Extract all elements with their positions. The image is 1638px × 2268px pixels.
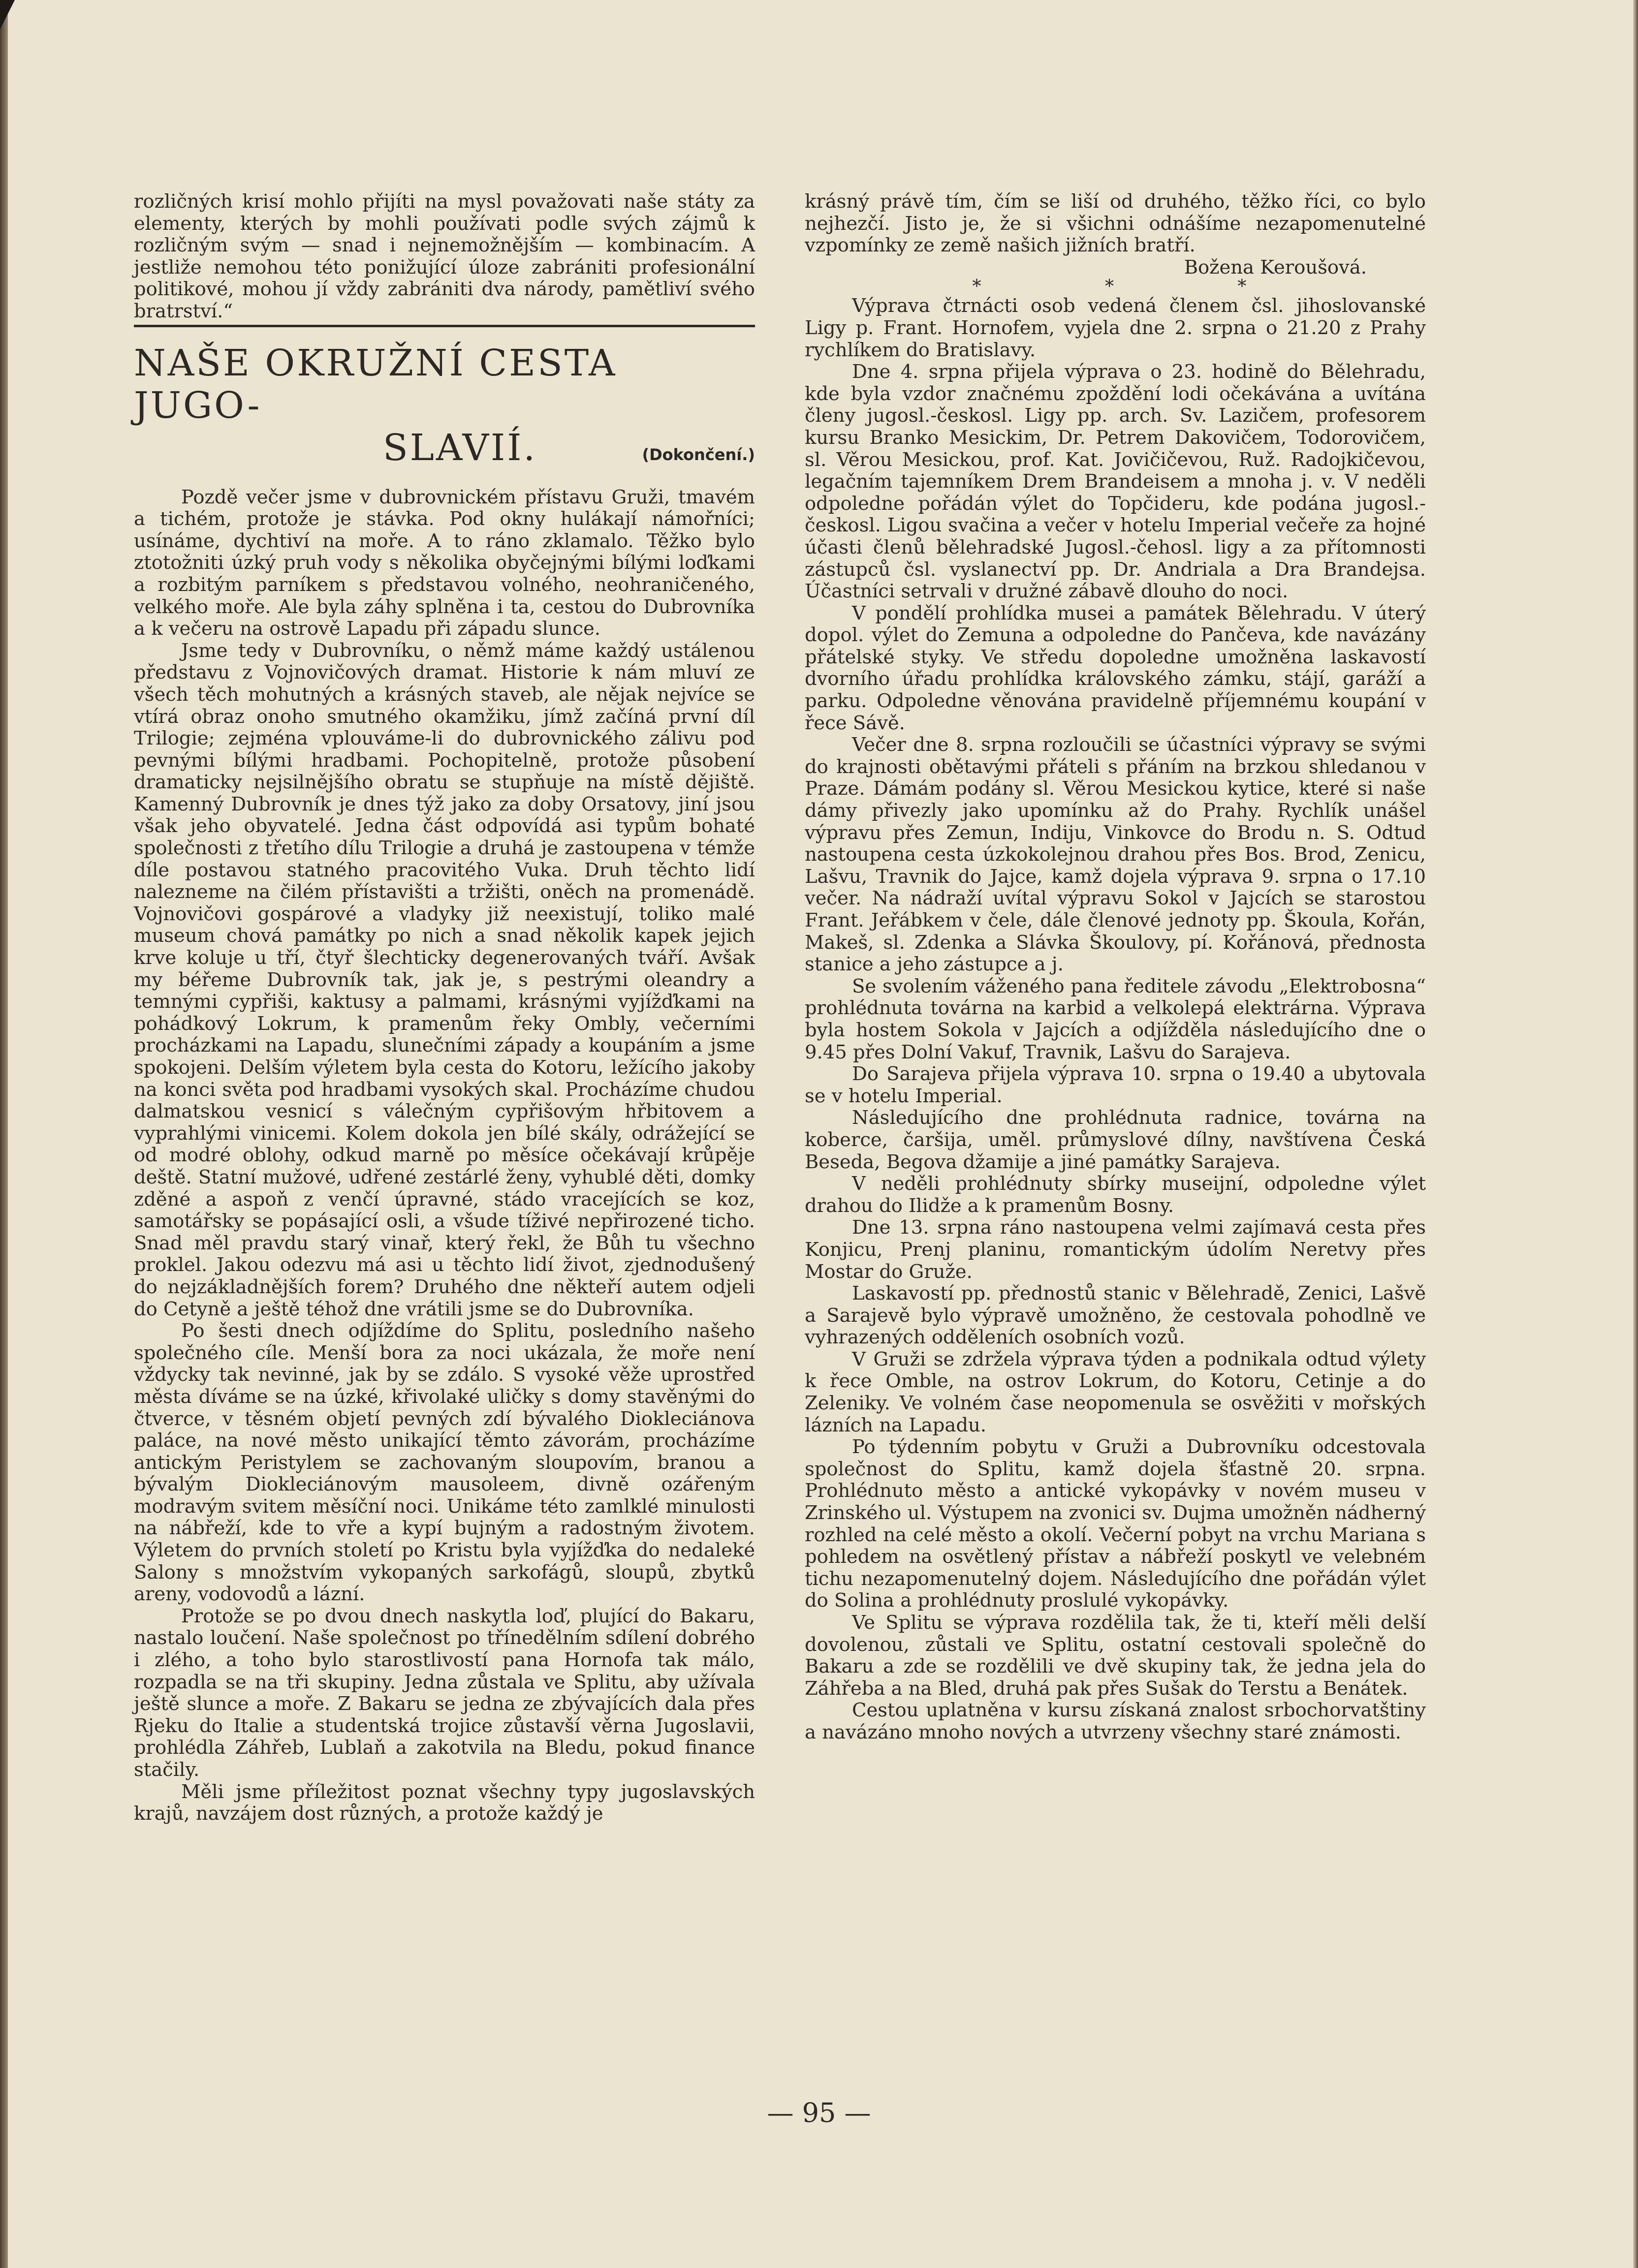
paragraph: V pondělí prohlídka musei a památek Bělehradu. V úterý dopol. výlet do Zemuna a odpoledne do Pančeva, kde navázány přátelské styky. Ve středu dopoledne umožněna laskavostí dvorního úřadu prohlídka královského zámku, stájí, garáží a parku. Odpoledne věnována pravidelně příjemnému koupání v řece Sávě. — [805, 602, 1426, 734]
paragraph: Do Sarajeva přijela výprava 10. srpna o 19.40 a ubytovala se v hotelu Imperial. — [805, 1063, 1426, 1107]
page-binding-edge — [0, 0, 8, 2268]
paragraph: Dne 4. srpna přijela výprava o 23. hodině do Bělehradu, kde byla vzdor značnému zpoždění lodi očekávána a uvítána členy jugosl.-českosl. Ligy pp. arch. Sv. Lazičem, profesorem kursu Branko Mesickim, Dr. Petrem Dakovičem, Todorovičem, sl. Věrou Mesickou, prof. Kat. Jovičičevou, Ruž. Radojkičevou, legačním tajemníkem Drem Brandeisem a mnoha j. v. V neděli odpoledne pořádán výlet do Topčideru, kde podána jugosl.-českosl. Ligou svačina a večer v hotelu Imperial večeře za hojné účasti členů bělehradské Jugosl.-čehosl. ligy a za přítomnosti zástupců čsl. vyslanectví pp. Dr. Andriala a Dra Brandejsa. Účastníci setrvali v družné zábavě dlouho do noci. — [805, 361, 1426, 603]
paragraph: Měli jsme příležitost poznat všechny typy jugoslavských krajů, navzájem dost různých, a protože každý je — [134, 1780, 755, 1825]
paragraph: Jsme tedy v Dubrovníku, o němž máme každý ustálenou představu z Vojnovičových dramat. Historie k nám mluví ze všech těch mohutných a krásných staveb, ale nějak nejvíce se vtírá obraz onoho smutného okamžiku, jímž začíná první díl Trilogie; zejména vplouváme-li do dubrovnického zálivu pod pevnými bílými hradbami. Pochopitelně, protože působení dramaticky nejsilnějšího obratu se stupňuje na místě dějiště. Kamenný Dubrovník je dnes týž jako za doby Orsatovy, jiní jsou však jeho obyvatelé. Jedna část odpovídá asi typům bohaté společnosti z třetího dílu Trilogie a druhá je zastoupena v témže díle postavou statného pracovitého Vuka. Druh těchto lidí nalezneme na čilém přístavišti a tržišti, oněch na promenádě. Vojnovičovi gospárové a vladyky již neexistují, toliko malé museum chová památky po nich a snad několik kapek jejich krve koluje u tří, čtyř šlechticky degenerovaných tváří. Avšak my béřeme Dubrovník tak, jak je, s pestrými oleandry a temnými cypřiši, kaktusy a palmami, krásnými vyjížďkami na pohádkový Lokrum, k pramenům řeky Ombly, večerními procházkami na Lapadu, slunečními západy a koupáním a jsme spokojeni. Delším výletem byla cesta do Kotoru, ležícího jakoby na konci světa pod hradbami vysokých skal. Procházíme chudou dalmatskou vesnicí s válečným cypřišovým hřbitovem a vyprahlými vinicemi. Kolem dokola jen bílé skály, odrážející se od modré oblohy, odkud marně po měsíce očekávají krůpěje deště. Statní mužové, udřené zestárlé ženy, vyhublé děti, domky zděné a aspoň z venčí úpravné, stádo vracejících se koz, samotářsky se popásající osli, a všude tíživé nepřirozené ticho. Snad měl pravdu starý vinař, který řekl, že Bůh tu všechno proklel. Jakou odezvu má asi u těchto lidí život, zjednodušený do nejzákladnějších forem? Druhého dne někteří autem odjeli do Cetyně a ještě téhož dne vrátili jsme se do Dubrovníka. — [134, 639, 755, 1320]
left-column — [134, 191, 755, 1825]
paragraph: Následujícího dne prohlédnuta radnice, továrna na koberce, čaršija, uměl. průmyslové dílny, navštívena Česká Beseda, Begova džamije a jiné památky Sarajeva. — [805, 1107, 1426, 1173]
article-heading: NAŠE OKRUŽNÍ CESTA JUGO- — [134, 342, 617, 427]
paragraph: Se svolením váženého pana ředitele závodu „Elektrobosna“ prohlédnuta továrna na karbid a velkolepá elektrárna. Výprava byla hostem Sokola v Jajcích a odjížděla následujícího dne o 9.45 přes Dolní Vakuf, Travnik, Lašvu do Sarajeva. — [805, 975, 1426, 1063]
page-number: — 95 — — [767, 2097, 871, 2128]
paragraph: Po šesti dnech odjíždíme do Splitu, posledního našeho společného cíle. Menší bora za noci ukázala, že moře není vždycky tak nevinné, jak by se zdálo. S vysoké věže uprostřed města díváme se na úzké, křivolaké uličky s domy stavěnými do čtverce, v těsném objetí pevných zdí bývalého Diokleciánova paláce, na nové město unikající těmto závorám, procházíme antickým Peristylem se zachovaným sloupovím, branou a bývalým Diokleciánovým mausoleem, divně ozářeným modravým svitem měsíční noci. Unikáme této zamlklé minulosti na nábřeží, kde to vře a kypí bujným a radostným životem. Výletem do prvních století po Kristu byla vyjížďka do nedaleké Salony s množstvím vykopaných sarkofágů, sloupů, zbytků areny, vodovodů a lázní. — [134, 1320, 755, 1606]
paragraph: Laskavostí pp. přednostů stanic v Bělehradě, Zenici, Lašvě a Sarajevě bylo výpravě umožněno, že cestovala pohodlně ve vyhrazených odděleních osobních vozů. — [805, 1282, 1426, 1349]
section-separator: * * * — [972, 277, 1306, 297]
right-column — [805, 191, 1426, 1744]
paragraph: Výprava čtrnácti osob vedená členem čsl. jihoslovanské Ligy p. Frant. Hornofem, vyjela dne 2. srpna o 21.20 z Prahy rychlíkem do Bratislavy. — [805, 295, 1426, 361]
intro-paragraph: krásný právě tím, čím se liší od druhého, těžko říci, co bylo nejhezčí. Jisto je, že si všichni odnášíme nezapomenutelné vzpomínky ze země našich jižních bratří. — [805, 190, 1426, 257]
paragraph: Po týdenním pobytu v Gruži a Dubrovníku odcestovala společnost do Splitu, kamž dojela šťastně 20. srpna. Prohlédnuto město a antické vykopávky v novém museu v Zrinského ul. Výstupem na zvonici sv. Dujma umožněn nádherný rozhled na celé město a okolí. Večerní pobyt na vrchu Mariana s pohledem na osvětlený přístav a nábřeží poskytl ve velebném tichu nezapomenutelný dojem. Následujícího dne pořádán výlet do Solina a prohlédnuty proslulé vykopávky. — [805, 1436, 1426, 1612]
paragraph: V neděli prohlédnuty sbírky museijní, odpoledne výlet drahou do Ilidže a k pramenům Bosny. — [805, 1173, 1426, 1217]
paragraph: V Gruži se zdržela výprava týden a podnikala odtud výlety k řece Omble, na ostrov Lokrum, do Kotoru, Cetinje a do Zeleniky. Ve volném čase neopomenula se osvěžiti v mořských lázních na Lapadu. — [805, 1348, 1426, 1436]
page-corner-mark — [0, 0, 15, 30]
paragraph: Pozdě večer jsme v dubrovnickém přístavu Gruži, tmavém a tichém, protože je stávka. Pod okny hulákají námořníci; usínáme, dychtiví na moře. A to ráno zklamalo. Těžko bylo ztotožniti úzký pruh vody s několika obyčejnými bílými loďkami a rozbitým parníkem s představou volného, neohraničeného, velkého moře. Ale byla záhy splněna i ta, cestou do Dubrovníka a k večeru na ostrově Lapadu při západu slunce. — [134, 486, 755, 640]
page-right-edge — [1633, 0, 1638, 2268]
paragraph: Protože se po dvou dnech naskytla loď, plující do Bakaru, nastalo loučení. Naše společnost po třínedělním sdílení dobrého i zlého, a toho bylo starostlivostí pana Hornofa tak málo, rozpadla se na tři skupiny. Jedna zůstala ve Splitu, aby užívala ještě slunce a moře. Z Bakaru se jedna ze zbývajících dala přes Rjeku do Italie a studentská trojice zůstavší věrna Jugoslavii, prohlédla Záhřeb, Lublaň a zakotvila na Bledu, pokud finance stačily. — [134, 1605, 755, 1781]
intro-paragraph: rozličných krisí mohlo přijíti na mysl považovati naše státy za elementy, kterých by mohli používati podle svých zájmů k rozličným svým — snad i nejnemožnějším — kombinacím. A jestliže nemohou této ponižující úloze zabrániti profesionální politikové, mohou jí vždy zabrániti dva národy, pamětliví svého bratrství.“ — [134, 190, 755, 322]
paragraph: Ve Splitu se výprava rozdělila tak, že ti, kteří měli delší dovolenou, zůstali ve Splitu, ostatní cestovali společně do Bakaru a zde se rozdělili ve dvě skupiny tak, že jedna jela do Záhřeba a na Bled, druhá pak přes Sušak do Terstu a Benátek. — [805, 1612, 1426, 1700]
paragraph: Dne 13. srpna ráno nastoupena velmi zajímavá cesta přes Konjicu, Prenj planinu, romantickým údolím Neretvy přes Mostar do Gruže. — [805, 1216, 1426, 1283]
author-signature: Božena Keroušová. — [1184, 256, 1367, 279]
paragraph: Cestou uplatněna v kursu získaná znalost srbochorvatštiny a navázáno mnoho nových a utvrzeny všechny staré známosti. — [805, 1699, 1426, 1743]
article-heading-line2 — [134, 427, 755, 476]
paragraph: Večer dne 8. srpna rozloučili se účastníci výpravy se svými do krajnosti obětavými přáteli s přáním na brzkou shledanou v Praze. Dámám podány sl. Věrou Mesickou kytice, které si naše dámy přivezly jako upomínku až do Prahy. Rychlík unášel výpravu přes Zemun, Indiju, Vinkovce do Brodu n. S. Odtud nastoupena cesta úzkokolejnou drahou přes Bos. Brod, Zenicu, Lašvu, Travnik do Jajce, kamž dojela výprava 9. srpna o 17.10 večer. Na nádraží uvítal výpravu Sokol v Jajcích se starostou Frant. Jeřábkem v čele, dále členové jednoty pp. Škoula, Kořán, Makeš, sl. Zdenka a Slávka Škoulovy, pí. Kořánová, přednosta stanice a jeho zástupce a j. — [805, 734, 1426, 976]
section-divider — [134, 325, 755, 327]
continuation-label: (Dokončení.) — [642, 445, 755, 464]
heading-line2-text: SLAVIÍ. — [383, 426, 537, 469]
